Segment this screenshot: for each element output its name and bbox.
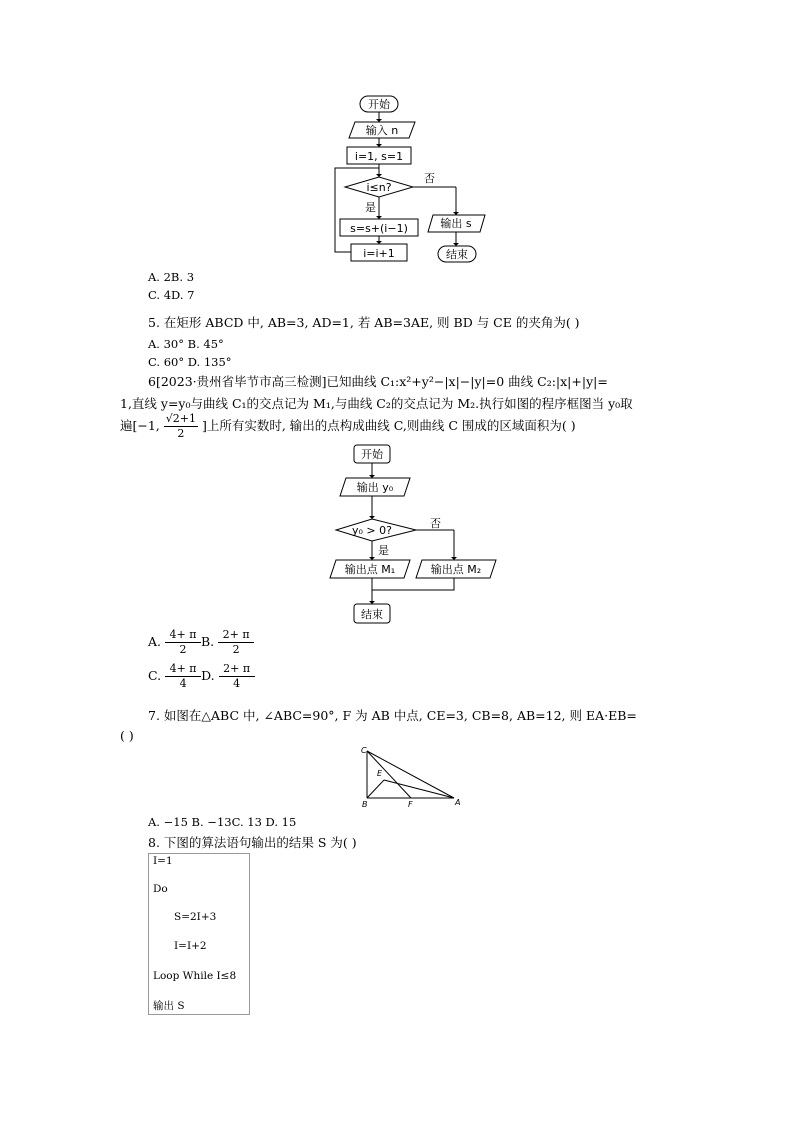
code-line-1: I=1 (153, 855, 173, 867)
fc2-start-label: 开始 (361, 448, 383, 461)
flowchart-1 (325, 92, 495, 270)
fc1-start-label: 开始 (368, 98, 390, 111)
q6-optD-num: 2+ π (219, 662, 255, 677)
q6-optB-den: 2 (232, 643, 240, 656)
q6-optA-label: A. (148, 634, 162, 649)
fc2-out2-label: 输出点 M₂ (430, 563, 482, 576)
q6-line3 (120, 412, 576, 441)
fc1-assign-i-label: i=i+1 (363, 247, 395, 260)
q4-options-ab: A. 2B. 3 (148, 270, 195, 284)
q6-optC-den: 4 (179, 677, 187, 690)
q7-paren: ( ) (120, 728, 134, 743)
tri-label-f: F (408, 800, 413, 809)
q6-optD-label: D. (201, 668, 215, 683)
q5-stem: 5. 在矩形 ABCD 中, AB=3, AD=1, 若 AB=3AE, 则 BD 与 CE 的夹角为( ) (148, 315, 580, 330)
fc1-no-label: 否 (424, 172, 435, 185)
fc2-input-label: 输出 y₀ (356, 481, 394, 494)
q6-optB-num: 2+ π (218, 628, 254, 643)
fc1-input-label: 输入 n (365, 124, 399, 137)
triangle-figure (355, 745, 470, 809)
q5-options-ab: A. 30° B. 45° (148, 337, 224, 351)
q4-options-cd: C. 4D. 7 (148, 288, 195, 302)
q6-line3-b: ]上所有实数时, 输出的点构成曲线 C,则曲线 C 围成的区域面积为( ) (201, 418, 576, 433)
q7-options: A. −15 B. −13C. 13 D. 15 (148, 815, 297, 829)
q6-options-cd (148, 662, 255, 691)
fc2-no-label: 否 (430, 517, 441, 530)
fc1-end-label: 结束 (446, 248, 468, 261)
flowchart-2 (320, 442, 500, 628)
q6-frac-den: 2 (177, 427, 185, 440)
q6-optC-label: C. (148, 668, 162, 683)
fc1-init-label: i=1, s=1 (354, 150, 404, 163)
fc1-assign-s-label: s=s+(i−1) (350, 222, 408, 235)
q6-line1: 6[2023·贵州省毕节市高三检测]已知曲线 C₁:x²+y²−|x|−|y|=0 曲线 C₂:|x|+|y|= (148, 374, 608, 389)
q6-line2: 1,直线 y=y₀与曲线 C₁的交点记为 M₁,与曲线 C₂的交点记为 M₂.执行如图的程序框图当 y₀取 (120, 396, 633, 411)
fc2-cond-label: y₀ > 0? (352, 524, 392, 537)
q6-options-ab (148, 628, 254, 657)
code-line-6: 输出 S (153, 1000, 185, 1012)
q6-optB-label: B. (201, 634, 215, 649)
code-line-2: Do (153, 883, 168, 895)
tri-label-b: B (362, 800, 368, 809)
q6-line3-a: 遍[−1, (120, 418, 160, 433)
fc2-end-label: 结束 (361, 608, 383, 621)
fc1-output-label: 输出 s (440, 217, 472, 230)
fc2-out1-label: 输出点 M₁ (344, 563, 396, 576)
q6-frac-num: √2+1 (165, 412, 196, 425)
code-box (148, 853, 250, 1015)
q5-options-cd: C. 60° D. 135° (148, 355, 232, 369)
q8-stem: 8. 下图的算法语句输出的结果 S 为( ) (148, 835, 357, 850)
code-line-4: I=I+2 (174, 940, 207, 952)
tri-label-a: A (455, 798, 461, 807)
q6-optA-num: 4+ π (165, 628, 201, 643)
q6-optD-den: 4 (233, 677, 241, 690)
q6-optA-den: 2 (179, 643, 187, 656)
q6-fraction (164, 412, 198, 441)
code-line-3: S=2I+3 (174, 911, 217, 923)
fc2-yes-label: 是 (378, 544, 389, 557)
tri-label-c: C (361, 746, 367, 755)
q7-stem: 7. 如图在△ABC 中, ∠ABC=90°, F 为 AB 中点, CE=3, CB=8, AB=12, 则 EA·EB= (148, 708, 637, 723)
fc1-yes-label: 是 (365, 201, 376, 214)
fc1-cond-label: i≤n? (366, 181, 392, 194)
tri-label-e: E (377, 769, 383, 778)
q6-optC-num: 4+ π (165, 662, 201, 677)
code-line-5: Loop While I≤8 (153, 970, 237, 982)
